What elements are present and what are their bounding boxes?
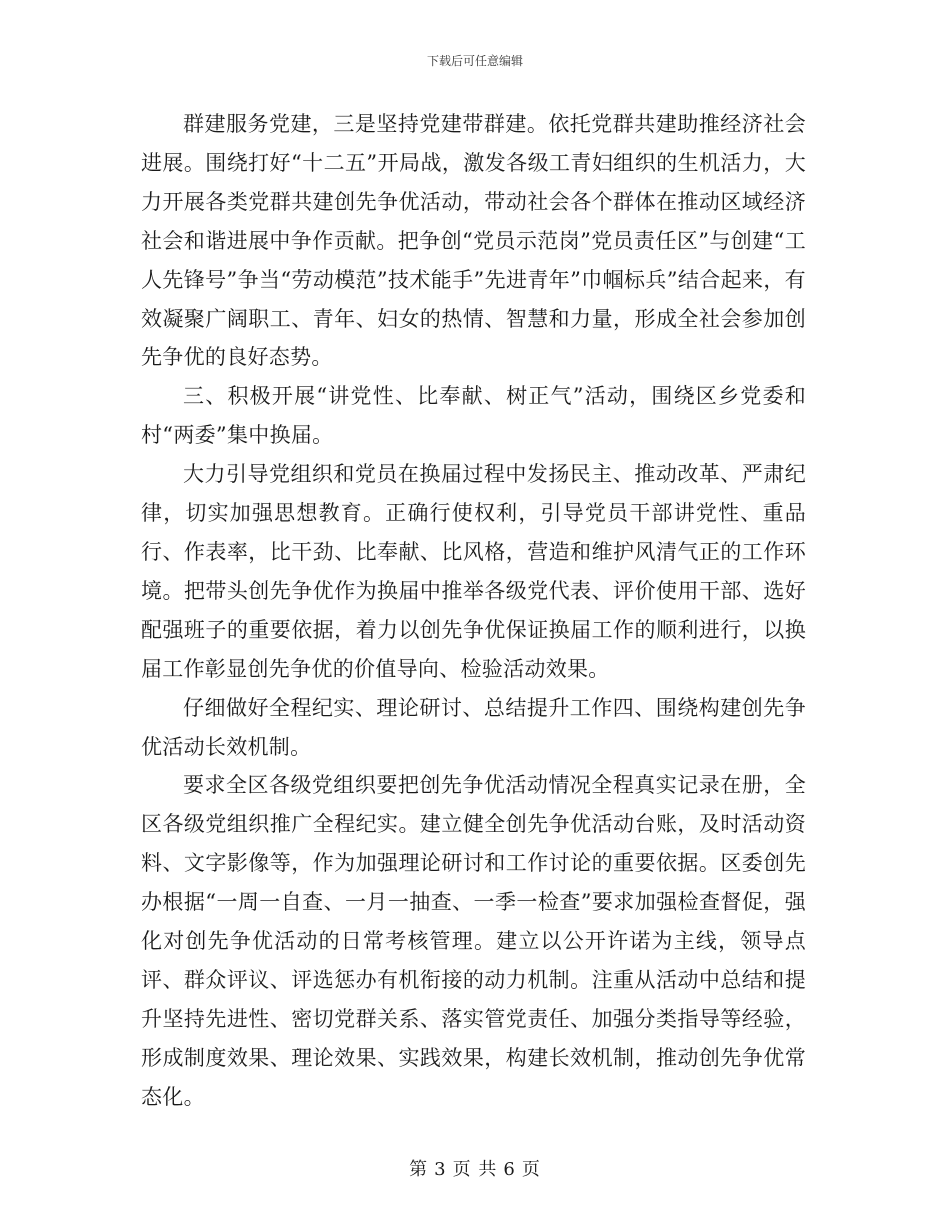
- page-number-suffix: 页: [521, 1159, 541, 1180]
- page-header-note: 下载后可任意编辑: [426, 54, 523, 68]
- page-number-prefix: 第: [409, 1159, 429, 1180]
- page-number-middle: 页 共: [452, 1159, 498, 1180]
- page-number-total: 6: [503, 1159, 516, 1180]
- paragraph-section-four-heading: 仔细做好全程纪实、理论研讨、总结提升工作四、围绕构建创先争优活动长效机制。: [141, 695, 806, 759]
- paragraph-election-guidance: 大力引导党组织和党员在换届过程中发扬民主、推动改革、严肃纪律，切实加强思想教育。正确行使权利，引导党员干部讲党性、重品行、作表率，比干劲、比奉献、比风格，营造和维护风清气正的工作环境。把带头创先争优作为换届中推举各级党代表、评价使用干部、选好配强班子的重要依据，着力以创先争优保证换届工作的顺利进行，以换届工作彰显创先争优的价值导向、检验活动效果。: [141, 462, 806, 681]
- page-number-current: 3: [434, 1159, 447, 1180]
- document-body: [141, 105, 806, 1117]
- page-number: [0, 1155, 950, 1181]
- paragraph-section-three-heading: 三、积极开展“讲党性、比奉献、树正气”活动，围绕区乡党委和村“两委”集中换届。: [141, 384, 806, 448]
- paragraph-long-term-mechanism: 要求全区各级党组织要把创先争优活动情况全程真实记录在册，全区各级党组织推广全程纪实。建立健全创先争优活动台账，及时活动资料、文字影像等，作为加强理论研讨和工作讨论的重要依据。区委创先办根据“一周一自查、一月一抽查、一季一检查”要求加强检查督促，强化对创先争优活动的日常考核管理。建立以公开许诺为主线，领导点评、群众评议、评选惩办有机衔接的动力机制。注重从活动中总结和提升坚持先进性、密切党群关系、落实管党责任、加强分类指导等经验，形成制度效果、理论效果、实践效果，构建长效机制，推动创先争优常态化。: [141, 773, 806, 1109]
- paragraph-party-mass-building: 群建服务党建，三是坚持党建带群建。依托党群共建助推经济社会进展。围绕打好“十二五”开局战，激发各级工青妇组织的生机活力，大力开展各类党群共建创先争优活动，带动社会各个群体在推动区域经济社会和谐进展中争作贡献。把争创“党员示范岗”党员责任区”与创建“工人先锋号”争当“劳动模范”技术能手”先进青年”巾帼标兵”结合起来，有效凝聚广阔职工、青年、妇女的热情、智慧和力量，形成全社会参加创先争优的良好态势。: [141, 112, 806, 370]
